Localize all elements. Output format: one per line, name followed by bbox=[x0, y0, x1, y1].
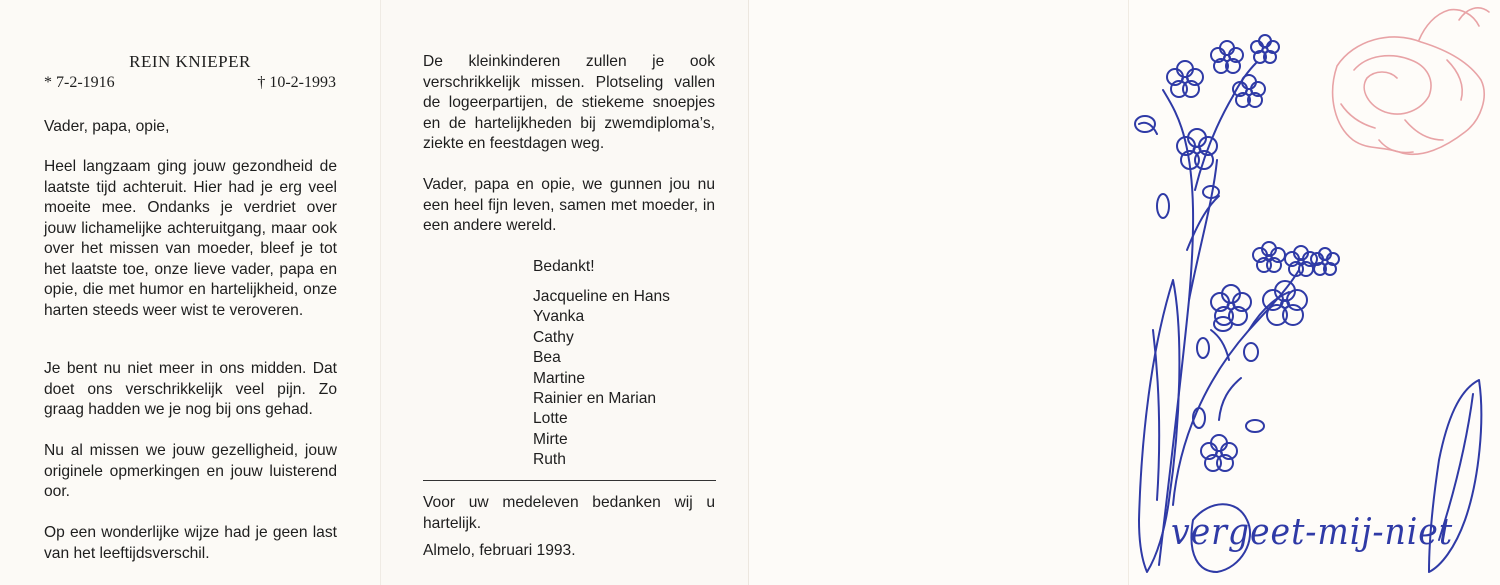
card-panel-cover bbox=[1128, 0, 1500, 585]
signatory: Bea bbox=[533, 349, 561, 367]
paragraph-pain: Je bent nu niet meer in ons midden. Dat doet ons verschrikkelijk veel pijn. Zo graag hadden we je nog bij ons gehad. bbox=[44, 360, 337, 418]
signatory: Ruth bbox=[533, 451, 566, 469]
card-panel-left bbox=[0, 0, 380, 585]
place-date: Almelo, februari 1993. bbox=[423, 542, 576, 559]
paragraph-wish: Vader, papa en opie, we gunnen jou nu een heel fijn leven, samen met moeder, in een andere wereld. bbox=[423, 176, 715, 234]
signatory-list bbox=[533, 287, 670, 471]
death-date: † 10-2-1993 bbox=[257, 74, 336, 91]
paragraph-age: Op een wonderlijke wijze had je geen last van het leeftijdsverschil. bbox=[44, 524, 337, 562]
card-panel-middle bbox=[380, 0, 749, 585]
card-panel-blank bbox=[748, 0, 1129, 585]
signatory: Cathy bbox=[533, 328, 574, 346]
life-dates bbox=[44, 74, 336, 92]
paragraph-grandchildren: De kleinkinderen zullen je ook verschrikkelijk missen. Plotseling vallen de logeerpartijen, de stiekeme snoepjes en de hartelijkheden bij zwemdiploma’s, ziekte en feestdagen weg. bbox=[423, 53, 715, 152]
signatory: Rainier en Marian bbox=[533, 390, 657, 408]
acknowledgement: Voor uw medeleven bedanken wij u hartelijk. bbox=[423, 494, 715, 532]
signatory: Jacqueline en Hans bbox=[533, 288, 670, 305]
paragraph-missing: Nu al missen we jouw gezelligheid, jouw originele opmerkingen en jouw luisterend oor. bbox=[44, 442, 337, 500]
thanks-heading: Bedankt! bbox=[533, 258, 595, 275]
signatory: Mirte bbox=[533, 430, 568, 448]
birth-date: * 7-2-1916 bbox=[44, 74, 115, 91]
signatory: Lotte bbox=[533, 410, 568, 428]
divider-line bbox=[423, 480, 716, 481]
paragraph-health: Heel langzaam ging jouw gezondheid de laatste tijd achteruit. Hier had je erg veel moeite mee. Ondanks je verdriet over jouw lichamelijke achteruitgang, maar ook over het missen van moeder, bleef je tot het laatste toe, onze lieve vader, papa en opie, die met humor en hartelijkheid, onze harten steeds weer wist te veroveren. bbox=[44, 158, 337, 319]
signatory: Yvanka bbox=[533, 308, 585, 326]
illustration-caption: vergeet-mij-niet bbox=[1171, 512, 1454, 553]
signatory: Martine bbox=[533, 369, 585, 387]
greeting: Vader, papa, opie, bbox=[44, 118, 170, 135]
deceased-name: REIN KNIEPER bbox=[129, 52, 251, 71]
forget-me-not-illustration bbox=[1129, 0, 1500, 585]
